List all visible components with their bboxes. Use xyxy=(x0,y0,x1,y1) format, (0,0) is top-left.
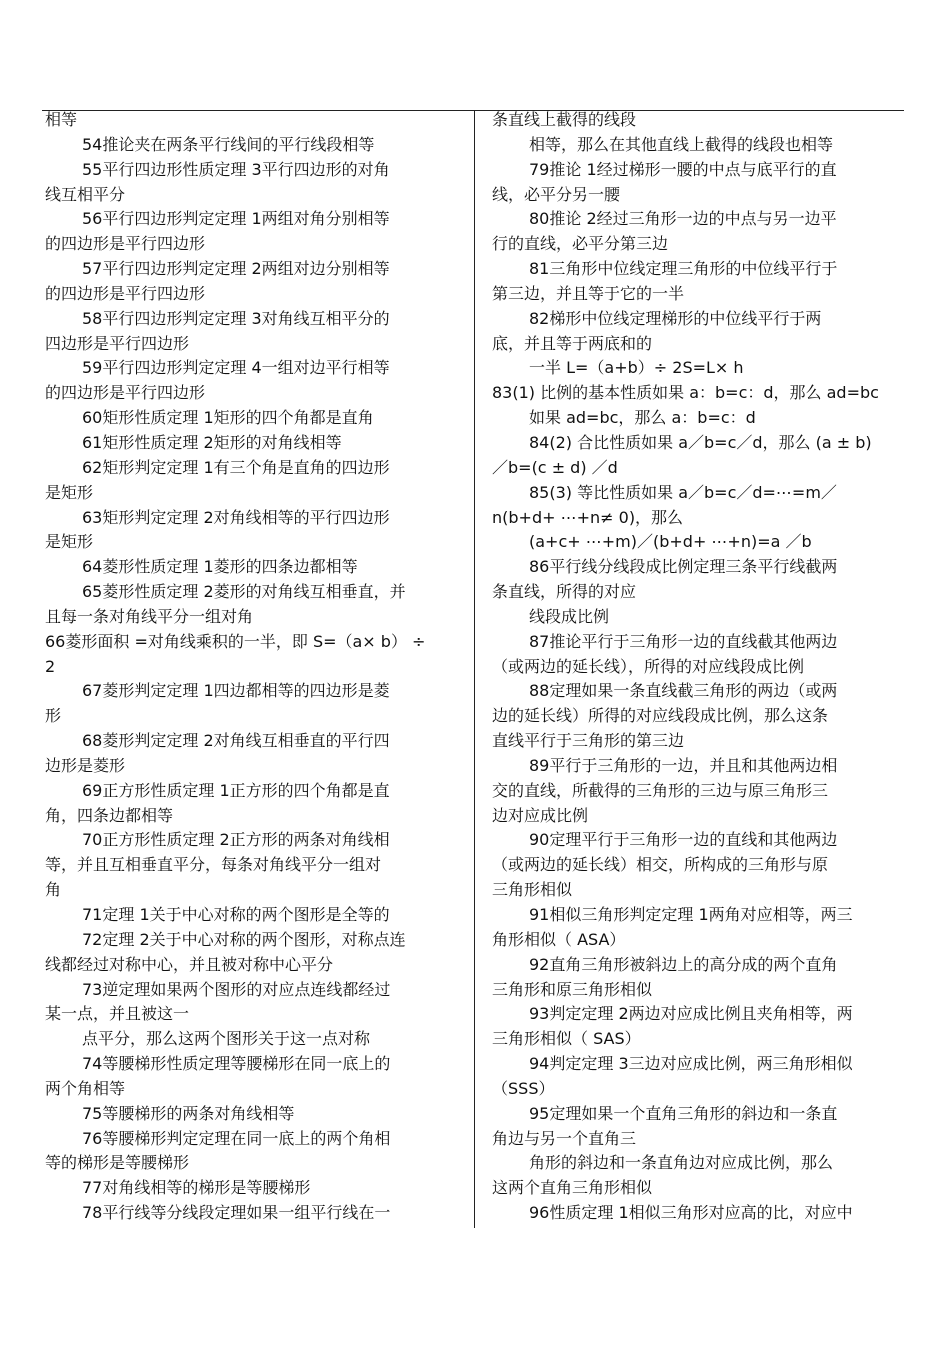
text-line: 96性质定理 1相似三角形对应高的比，对应中 xyxy=(529,1203,853,1223)
text-line: 线都经过对称中心，并且被对称中心平分 xyxy=(45,954,334,974)
text-line: 60矩形性质定理 1矩形的四个角都是直角 xyxy=(82,408,374,428)
text-line: （或两边的延长线），所得的对应线段成比例 xyxy=(492,656,805,676)
text-line: 70正方形性质定理 2正方形的两条对角线相 xyxy=(82,830,390,850)
text-line: 角 xyxy=(45,880,62,900)
text-line: 边对应成比例 xyxy=(492,805,589,825)
text-line: 84(2) 合比性质如果 a／b=c／d，那么 (a ± b) xyxy=(529,432,872,452)
text-line: 边的延长线）所得的对应线段成比例，那么这条 xyxy=(492,706,829,726)
text-line: 是矩形 xyxy=(45,532,94,552)
text-line: 这两个直角三角形相似 xyxy=(492,1178,653,1198)
text-line: 64菱形性质定理 1菱形的四条边都相等 xyxy=(82,557,358,577)
text-line: 74等腰梯形性质定理等腰梯形在同一底上的 xyxy=(82,1054,391,1074)
text-line: 63矩形判定定理 2对角线相等的平行四边形 xyxy=(82,507,390,527)
column-divider xyxy=(474,110,475,1228)
text-line: 边形是菱形 xyxy=(45,755,126,775)
text-line: （SSS） xyxy=(492,1078,555,1098)
text-line: 90定理平行于三角形一边的直线和其他两边 xyxy=(529,830,838,850)
text-line: 93判定定理 2两边对应成比例且夹角相等，两 xyxy=(529,1004,853,1024)
text-line: 三角形相似（ SAS） xyxy=(492,1029,641,1049)
text-line: 线段成比例 xyxy=(529,606,610,626)
text-line: 线，必平分另一腰 xyxy=(492,184,621,204)
text-line: 72定理 2关于中心对称的两个图形，对称点连 xyxy=(82,929,406,949)
text-line: 81三角形中位线定理三角形的中位线平行于 xyxy=(529,259,838,279)
text-line: 底，并且等于两底和的 xyxy=(492,333,653,353)
text-line: 89平行于三角形的一边，并且和其他两边相 xyxy=(529,755,838,775)
text-line: 的四边形是平行四边形 xyxy=(45,383,206,403)
text-line: 76等腰梯形判定定理在同一底上的两个角相 xyxy=(82,1128,391,1148)
text-line: 82梯形中位线定理梯形的中位线平行于两 xyxy=(529,308,822,328)
text-line: 77对角线相等的梯形是等腰梯形 xyxy=(82,1178,311,1198)
text-line: 等，并且互相垂直平分，每条对角线平分一组对 xyxy=(45,855,382,875)
text-line: 第三边，并且等于它的一半 xyxy=(492,283,685,303)
text-line: 56平行四边形判定定理 1两组对角分别相等 xyxy=(82,209,390,229)
text-line: 角形相似（ ASA） xyxy=(492,929,626,949)
text-line: 58平行四边形判定定理 3对角线互相平分的 xyxy=(82,308,390,328)
text-line: ／b=(c ± d) ／d xyxy=(492,457,618,477)
text-line: 两个角相等 xyxy=(45,1078,126,1098)
text-line: 直线平行于三角形的第三边 xyxy=(492,731,685,751)
text-line: 行的直线，必平分第三边 xyxy=(492,234,669,254)
text-line: 相等，那么在其他直线上截得的线段也相等 xyxy=(529,134,834,154)
text-line: 54推论夹在两条平行线间的平行线段相等 xyxy=(82,134,375,154)
text-line: 83(1) 比例的基本性质如果 a：b=c：d，那么 ad=bc xyxy=(492,383,879,403)
text-line: 95定理如果一个直角三角形的斜边和一条直 xyxy=(529,1103,838,1123)
text-line: 等的梯形是等腰梯形 xyxy=(45,1153,190,1173)
text-line: 85(3) 等比性质如果 a／b=c／d=⋯=m／ xyxy=(529,482,837,502)
text-line: 66菱形面积 =对角线乘积的一半，即 S=（a× b） ÷ xyxy=(45,631,426,651)
text-line: 67菱形判定定理 1四边都相等的四边形是菱 xyxy=(82,681,390,701)
text-line: 78平行线等分线段定理如果一组平行线在一 xyxy=(82,1203,391,1223)
text-line: 交的直线，所截得的三角形的三边与原三角形三 xyxy=(492,780,829,800)
text-line: (a+c+ ⋯+m)／(b+d+ ⋯+n)=a ／b xyxy=(529,532,812,552)
text-line: 80推论 2经过三角形一边的中点与另一边平 xyxy=(529,209,837,229)
text-line: 角形的斜边和一条直角边对应成比例，那么 xyxy=(529,1153,834,1173)
text-line: 75等腰梯形的两条对角线相等 xyxy=(82,1103,295,1123)
text-line: 62矩形判定定理 1有三个角是直角的四边形 xyxy=(82,457,390,477)
text-line: 94判定定理 3三边对应成比例，两三角形相似 xyxy=(529,1054,853,1074)
text-line: n(b+d+ ⋯+n≠ 0)，那么 xyxy=(492,507,684,527)
text-line: 69正方形性质定理 1正方形的四个角都是直 xyxy=(82,780,390,800)
text-line: 条直线上截得的线段 xyxy=(492,110,637,129)
text-line: 线互相平分 xyxy=(45,184,126,204)
text-line: 相等 xyxy=(45,110,78,129)
text-line: 条直线，所得的对应 xyxy=(492,582,637,602)
left-column xyxy=(45,108,457,1226)
text-line: 三角形和原三角形相似 xyxy=(492,979,653,999)
right-column xyxy=(492,108,906,1226)
text-line: 91相似三角形判定定理 1两角对应相等，两三 xyxy=(529,905,853,924)
text-line: 2 xyxy=(45,656,56,676)
text-line: 79推论 1经过梯形一腰的中点与底平行的直 xyxy=(529,159,837,179)
text-line: 59平行四边形判定定理 4一组对边平行相等 xyxy=(82,358,390,378)
text-line: 71定理 1关于中心对称的两个图形是全等的 xyxy=(82,905,390,924)
text-line: 是矩形 xyxy=(45,482,94,502)
text-line: 92直角三角形被斜边上的高分成的两个直角 xyxy=(529,954,838,974)
text-line: 四边形是平行四边形 xyxy=(45,333,190,353)
text-line: 57平行四边形判定定理 2两组对边分别相等 xyxy=(82,259,390,279)
text-line: 86平行线分线段成比例定理三条平行线截两 xyxy=(529,557,838,577)
text-line: 65菱形性质定理 2菱形的对角线互相垂直，并 xyxy=(82,582,406,602)
text-line: 如果 ad=bc，那么 a：b=c：d xyxy=(529,408,756,428)
text-line: 角边与另一个直角三 xyxy=(492,1128,637,1148)
text-line: （或两边的延长线）相交，所构成的三角形与原 xyxy=(492,855,829,875)
text-line: 的四边形是平行四边形 xyxy=(45,283,206,303)
text-line: 一半 L=（a+b）÷ 2S=L× h xyxy=(529,358,744,378)
text-line: 55平行四边形性质定理 3平行四边形的对角 xyxy=(82,159,390,179)
text-line: 形 xyxy=(45,706,62,726)
text-line: 三角形相似 xyxy=(492,880,573,900)
text-line: 68菱形判定定理 2对角线互相垂直的平行四 xyxy=(82,731,390,751)
text-line: 61矩形性质定理 2矩形的对角线相等 xyxy=(82,432,342,452)
text-line: 的四边形是平行四边形 xyxy=(45,234,206,254)
text-line: 且每一条对角线平分一组对角 xyxy=(45,606,254,626)
text-line: 73逆定理如果两个图形的对应点连线都经过 xyxy=(82,979,391,999)
text-line: 88定理如果一条直线截三角形的两边（或两 xyxy=(529,681,838,701)
text-line: 点平分，那么这两个图形关于这一点对称 xyxy=(82,1029,371,1049)
text-line: 角，四条边都相等 xyxy=(45,805,174,825)
text-line: 87推论平行于三角形一边的直线截其他两边 xyxy=(529,631,838,651)
text-line: 某一点，并且被这一 xyxy=(45,1004,190,1024)
